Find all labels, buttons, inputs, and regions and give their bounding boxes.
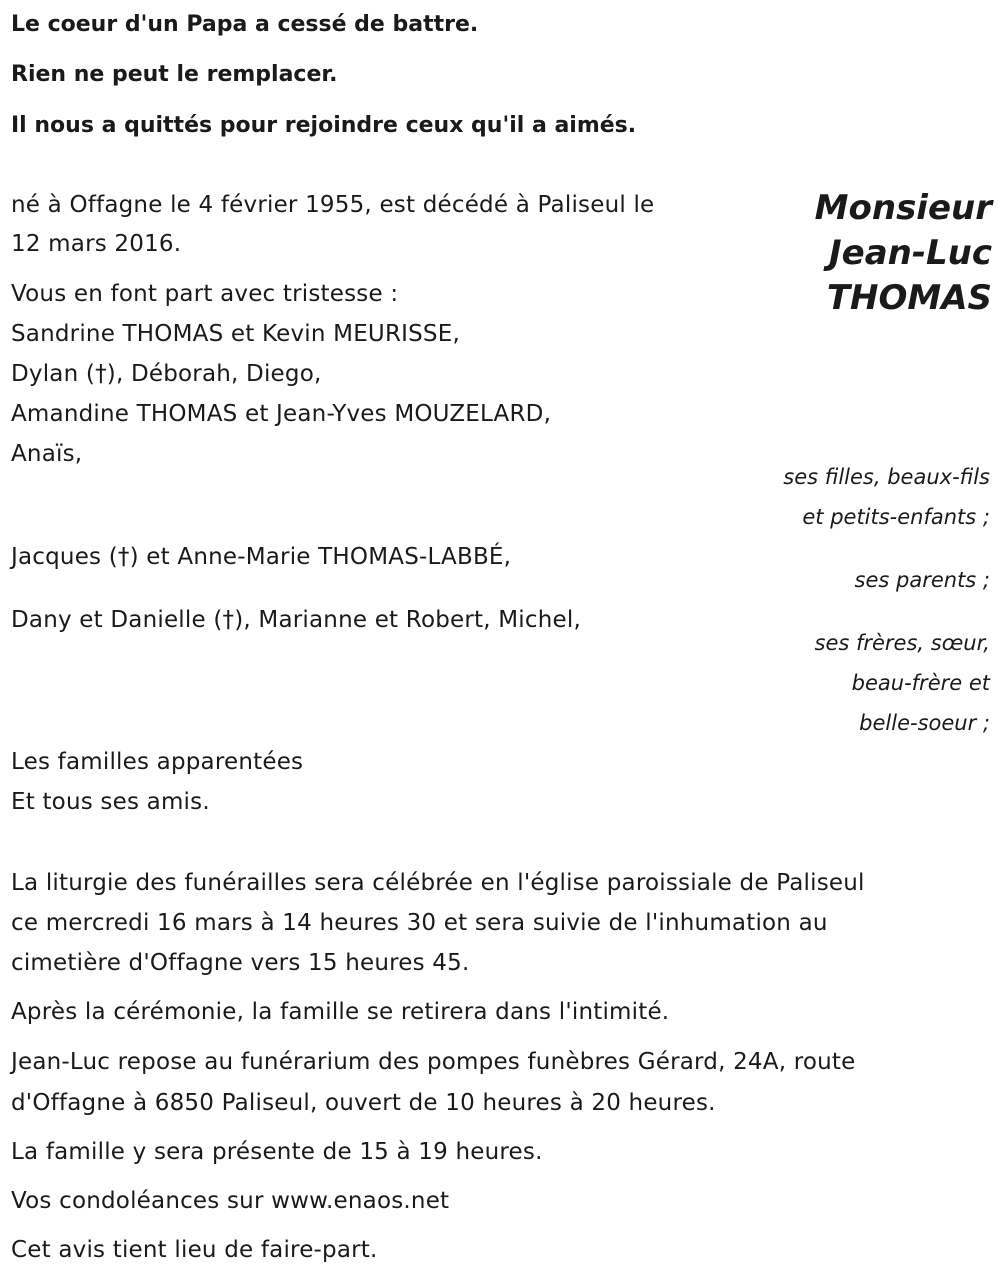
siblings-label-line-2: beau-frère et [851, 671, 990, 695]
family-line-1: Les familles apparentées [11, 749, 304, 775]
birth-death-line-1: né à Offagne le 4 février 1955, est décédé à Paliseul le [11, 192, 655, 218]
intro-line-2: Rien ne peut le remplacer. [11, 62, 338, 87]
children-label-line-1: ses filles, beaux-fils [783, 465, 990, 489]
funeral-line-1: La liturgie des funérailles sera célébrée en l'église paroissiale de Paliseul [11, 870, 865, 896]
announcement-intro: Vous en font part avec tristesse : [11, 281, 399, 307]
notice-text: Cet avis tient lieu de faire-part. [11, 1237, 378, 1263]
deceased-name [815, 186, 992, 321]
funerarium-line-2: d'Offagne à 6850 Paliseul, ouvert de 10 heures à 20 heures. [11, 1090, 716, 1116]
announcement-line-4: Anaïs, [11, 441, 83, 467]
after-ceremony: Après la cérémonie, la famille se retirera dans l'intimité. [11, 999, 670, 1025]
funeral-line-2: ce mercredi 16 mars à 14 heures 30 et sera suivie de l'inhumation au [11, 910, 828, 936]
funerarium-line-1: Jean-Luc repose au funérarium des pompes funèbres Gérard, 24A, route [11, 1049, 856, 1075]
announcement-line-2: Dylan (†), Déborah, Diego, [11, 361, 322, 387]
intro-line-3: Il nous a quittés pour rejoindre ceux qu'il a aimés. [11, 113, 637, 138]
deceased-first-name: Jean-Luc [829, 233, 992, 273]
siblings-label-line-1: ses frères, sœur, [814, 631, 990, 655]
funeral-line-3: cimetière d'Offagne vers 15 heures 45. [11, 950, 470, 976]
siblings-names: Dany et Danielle (†), Marianne et Robert, Michel, [11, 607, 581, 633]
announcement-line-1: Sandrine THOMAS et Kevin MEURISSE, [11, 321, 460, 347]
deceased-last-name: THOMAS [826, 278, 992, 318]
siblings-label-line-3: belle-soeur ; [859, 711, 990, 735]
announcement-line-3: Amandine THOMAS et Jean-Yves MOUZELARD, [11, 401, 552, 427]
parents-names: Jacques (†) et Anne-Marie THOMAS-LABBÉ, [11, 544, 512, 570]
family-line-2: Et tous ses amis. [11, 789, 210, 815]
birth-death-line-2: 12 mars 2016. [11, 231, 182, 257]
condolences-link[interactable]: Vos condoléances sur www.enaos.net [11, 1188, 450, 1214]
family-presence: La famille y sera présente de 15 à 19 heures. [11, 1139, 543, 1165]
intro-line-1: Le coeur d'un Papa a cessé de battre. [11, 12, 479, 37]
children-label-line-2: et petits-enfants ; [802, 505, 990, 529]
deceased-title: Monsieur [814, 188, 992, 228]
parents-label: ses parents ; [854, 568, 990, 592]
